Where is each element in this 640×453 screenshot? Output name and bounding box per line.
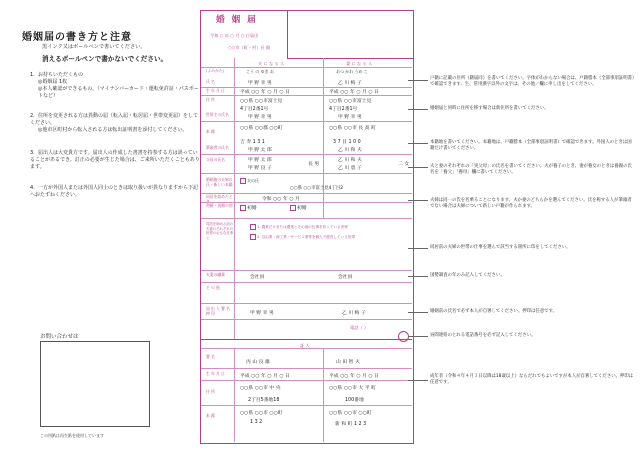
wife-signature[interactable]: 乙 川 梅 子 — [342, 311, 366, 316]
contact-box — [40, 341, 150, 427]
annotation-honseki: 本籍地を書いてください。本籍地は、戸籍謄本（全部事項証明書）で確認できます。外国人のときは国籍だけ書いてください。 — [430, 140, 632, 151]
row-divider — [201, 380, 412, 381]
ink-note: 黒インク又はボールペンで書いてください。 — [42, 44, 146, 50]
wife-honseki[interactable]: ○○県 ○○市 長 高 町 — [329, 126, 376, 131]
row-divider — [201, 282, 412, 283]
filing-date: 令和 ○ 年 ○ 月 ○ 日届出 — [210, 33, 259, 38]
witness2-honseki-number[interactable]: 新 和 町 1 2 3 — [335, 422, 367, 427]
row-divider — [201, 270, 412, 271]
annotation-leader — [408, 200, 428, 201]
wife-name[interactable]: 乙 川 梅 子 — [338, 81, 362, 86]
annotation-leader — [408, 336, 428, 337]
row-divider — [201, 348, 412, 349]
receipt-stamp-box — [287, 10, 413, 59]
first-marriage-label: 初婚・再婚の別 — [206, 203, 233, 208]
wife-birthdate[interactable]: 平成 ○○ 年 ○ 月 ○ 日 — [329, 90, 379, 95]
annotation-leader — [408, 312, 428, 313]
wife-householder[interactable]: 甲 野 幸 男 — [338, 115, 362, 120]
witness-label-divider — [234, 348, 235, 442]
row-divider — [201, 368, 412, 369]
witness2-birthdate[interactable]: 平成 ○○ 年 ○ 月 ○ 日 — [329, 374, 379, 379]
surname-husband-option[interactable]: 夫の氏 — [240, 178, 259, 184]
annotation-leader — [408, 276, 428, 277]
job-label: 夫妻の職業 — [206, 272, 225, 277]
checkbox-icon[interactable] — [290, 205, 296, 211]
cohabit-label: 同居を始めたとき — [206, 194, 233, 204]
wife-father[interactable]: 乙 川 和 夫 — [338, 158, 362, 163]
phone-label[interactable]: 電話（ ） — [350, 325, 369, 330]
guide-item-2: 2. 住所を変更される方は異動の届（転入届・転居届・世帯変更届）をしてください。 ◎他市区町村から転入される方は転出証明書を添付してください。 — [30, 113, 199, 133]
label-divider — [234, 58, 235, 339]
husband-first-marriage: 初婚 — [240, 204, 257, 211]
wife-header: 妻 に な る 人 — [346, 61, 373, 66]
witness-header: 証 人 — [300, 343, 310, 348]
row-divider — [201, 95, 412, 96]
witness-birth-label: 生 年 月 日 — [206, 371, 225, 376]
witness2-address-number[interactable]: 100番地 — [345, 398, 364, 403]
witness-name-label: 署 名 — [206, 354, 215, 359]
husband-name[interactable]: 甲 野 幸 男 — [248, 81, 272, 86]
checkbox-icon[interactable] — [240, 178, 246, 184]
wife-first-marriage: 初婚 — [290, 204, 307, 211]
husband-furigana[interactable]: こう の ゆき お — [246, 69, 274, 74]
occupation-option-2: 2. 自由業・商工業・サービス業等を個人で経営している世帯 — [250, 234, 355, 240]
annotation-census: 国勢調査の年のみ記入してください。 — [430, 273, 505, 278]
witness1-honseki-number[interactable]: 1 3 2 — [250, 420, 263, 425]
row-divider — [201, 121, 412, 122]
guide-item-1: 1. お持ちいただくもの ◎婚姻届 1枚 ◎本人確認ができるもの。（マイナンバーカード・運転免許証・パスポートなど） — [30, 72, 199, 99]
annotation-phone: 昼間連絡のとれる電話番号を必ず記入してください。 — [430, 333, 536, 338]
husband-address-number[interactable]: 4丁目2番1号 — [240, 107, 269, 112]
witness1-birthdate[interactable]: 平成 ○○ 年 ○ 月 ○ 日 — [240, 374, 290, 379]
surname-choice-label: 婚姻後の夫婦の氏・新しい本籍 — [206, 177, 233, 187]
annotation-surname: 夫婦は同一の氏を名乗ることになります。夫か妻のどちらかを選んでください。氏を称する人が筆頭者でない場合は夫婦について新しい戸籍が作られます。 — [430, 198, 632, 209]
witness1-honseki[interactable]: ○○県 ○○市 ○○町 — [240, 411, 283, 416]
form-title: 婚 姻 届 — [216, 15, 258, 25]
guide-item-3: 3. 届出人は大変貴方です。届出人の作成した書書を持参する方は誤っていることがあるでき。訂正の必要が生じた場合は、ご来所いただくこともあります。 — [30, 150, 200, 170]
other-label: そ の 他 — [206, 285, 220, 290]
witness-honseki-label: 本 籍 — [206, 413, 215, 418]
row-divider — [201, 405, 412, 406]
guide-item-4: 4. 一方が外国人または外国人同士のときは取り扱いが異なりますから下記へおたずねください。 — [30, 185, 199, 198]
husband-signature[interactable]: 甲 野 幸 男 — [250, 311, 274, 316]
annotation-leader — [408, 80, 428, 81]
guide-title: 婚姻届の書き方と注意 — [22, 32, 132, 43]
witness-address-label: 住 所 — [206, 389, 215, 394]
husband-job[interactable]: 会社員 — [250, 275, 265, 280]
new-honseki[interactable]: ○○県 ○○市富士見4丁目2 — [290, 186, 344, 191]
husband-head[interactable]: 甲 野 太 郎 — [248, 148, 272, 153]
row-divider — [201, 154, 412, 155]
annotation-leader — [408, 143, 428, 144]
annotation-parents: 夫と妻のそれぞれの「実父母」の氏名を書いてください。夫が養子のとき、妻が養女のときは養親の氏名を「養父」「養母」欄に書いてください。 — [430, 164, 632, 175]
husband-honseki[interactable]: ○○県 ○○郡 ○○町 — [240, 126, 283, 131]
householder-label: 世帯主の氏名 — [206, 112, 229, 117]
wife-address[interactable]: ○○県 ○○市富士見 — [329, 99, 372, 104]
recycled-paper-note: この用紙は再生紙を使用しています — [40, 433, 104, 438]
occupation-option-1: 1. 農業だけまたは農業とその他の仕事を持っている世帯 — [250, 224, 348, 230]
witness1-address[interactable]: ○○県 ○○市 中 央 — [240, 386, 281, 391]
witness-column-divider — [323, 348, 324, 442]
annotation-address: 婚姻届と同時に住所を移す場合は新住所を書いてください。 — [430, 106, 549, 111]
wife-mother[interactable]: 乙 川 恵 子 — [338, 166, 362, 171]
address-label: 住 所 — [206, 97, 215, 102]
annotation-leader — [408, 248, 428, 249]
wife-head[interactable]: 乙 川 和 夫 — [338, 148, 362, 153]
annotation-signature: 婚姻前の氏名で必ず本人が自署してください。押印は任意です。 — [430, 309, 557, 314]
parents-label: 父母の氏名 — [206, 157, 225, 162]
wife-address-number[interactable]: 4丁目2番1号 — [329, 107, 358, 112]
wife-job[interactable]: 会社員 — [338, 275, 353, 280]
addressee: ○○市（町・村）長 殿 — [228, 45, 271, 50]
husband-birthdate[interactable]: 平成 ○○ 年 ○ 月 ○ 日 — [240, 90, 290, 95]
husband-father[interactable]: 甲 野 太 郎 — [248, 158, 272, 163]
husband-address[interactable]: ○○県 ○○市富士見 — [240, 99, 283, 104]
head-label: 筆頭者の氏名 — [206, 145, 229, 150]
witness2-address[interactable]: ○○県 ○○市 大 平 町 — [329, 386, 376, 391]
witness2-honseki[interactable]: ○○県 ○○市 ○○町 — [329, 411, 372, 416]
column-divider — [323, 58, 324, 218]
annotation-witness: 成年者（令和４年４月１日以降は18歳以上）ならだれでもよいですが本人が自署してください。押印は任意です。 — [430, 374, 634, 385]
annotation-leader — [408, 109, 428, 110]
annotation-name: 戸籍に記載の住所（籍届同）を書いてください。字体がわからない場合は、戸籍謄本（全部事項証明書）で確認できます。生、常用漢字以外の文字は、その他／欄に申し出をしてください。 — [430, 76, 635, 87]
cohabit-date[interactable]: 令和 ○○ 年 ○ 月 — [262, 197, 300, 202]
furigana-label: (よみかた) — [206, 68, 225, 73]
erasable-pen-warning: 消えるボールペンで書かないでください。 — [42, 55, 168, 63]
contact-label: お問い合わせは — [40, 334, 79, 340]
occupation-label: 同居を始める前の夫妻のそれぞれの世帯のおもな仕事と — [206, 222, 234, 240]
wife-furigana[interactable]: おつ かわ うめ こ — [336, 69, 368, 74]
row-divider — [201, 319, 412, 320]
annotation-leader — [408, 167, 428, 168]
row-divider — [201, 87, 412, 88]
wife-relation[interactable]: 二 女 — [398, 162, 410, 167]
honseki-label: 本 籍 — [206, 129, 215, 134]
annotation-leader — [408, 380, 428, 381]
witness1-name[interactable]: 丙 山 良 雄 — [246, 360, 270, 365]
husband-header: 夫 に な る 人 — [258, 61, 285, 66]
husband-relation[interactable]: 長 男 — [308, 162, 320, 167]
husband-householder[interactable]: 甲 野 幸 男 — [248, 115, 272, 120]
witness1-address-number[interactable]: 2丁目5番地18 — [248, 398, 280, 403]
wife-honseki-number[interactable]: 3 7 目 1 0 0 — [333, 140, 361, 145]
checkbox-icon[interactable] — [240, 205, 246, 211]
husband-honseki-number[interactable]: 吉 寿 1 3 1 — [240, 140, 265, 145]
row-divider — [201, 218, 412, 219]
witness2-name[interactable]: 山 田 智 夫 — [336, 360, 360, 365]
birth-label: 生 年 月 日 — [206, 88, 225, 93]
signature-label: 届 出 人 署 名 押 印 — [206, 306, 230, 316]
checkbox-icon[interactable] — [250, 234, 256, 240]
row-divider — [201, 303, 412, 304]
annotation-occupation: 同居前の夫婦の世帯の仕事を選んで該当する箇所に印をしてください。 — [430, 245, 571, 250]
husband-mother[interactable]: 甲 野 良 子 — [248, 166, 272, 171]
row-divider — [201, 173, 412, 174]
row-divider — [201, 67, 412, 68]
name-label: 氏 名 — [206, 79, 215, 84]
checkbox-icon[interactable] — [250, 224, 256, 230]
